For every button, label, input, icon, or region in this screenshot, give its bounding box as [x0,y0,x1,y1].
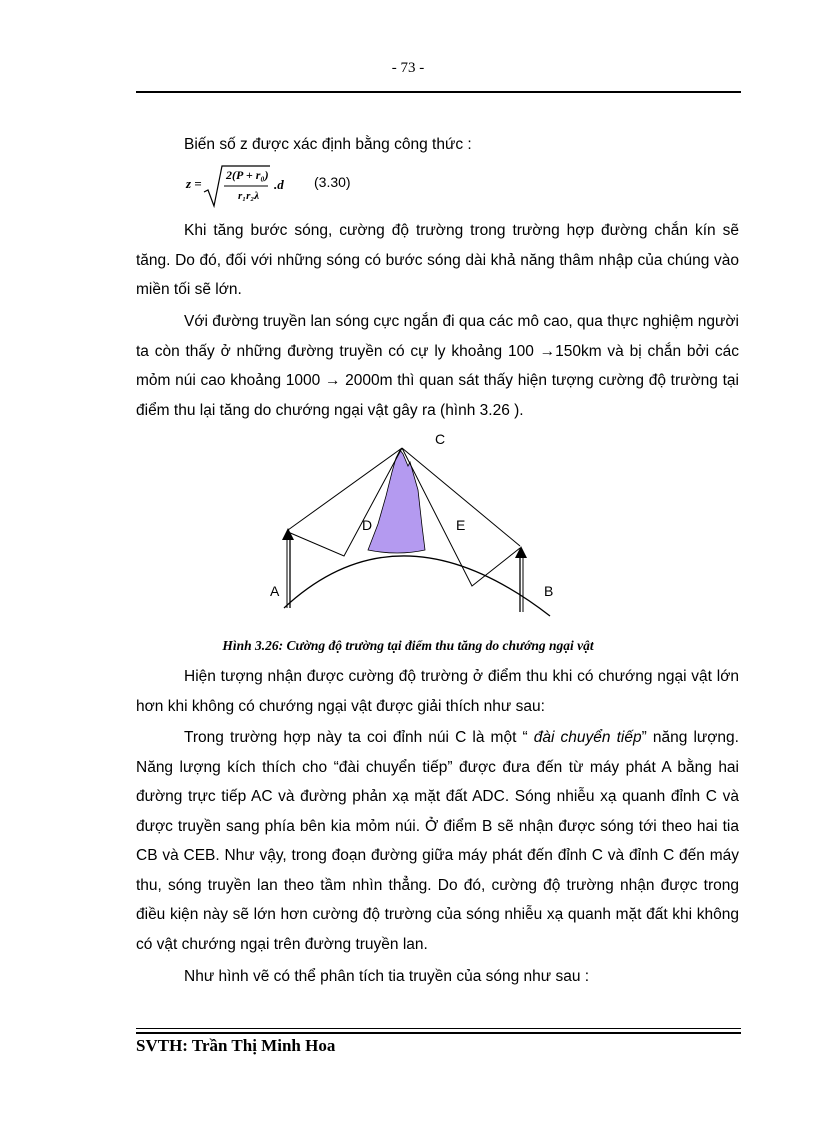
formula-3-30 [186,164,406,208]
intro-text: Biến số z được xác định bằng công thức : [184,136,472,153]
formula-lhs: z = [186,176,202,191]
antenna-b-arrow [515,546,527,558]
footer-author: SVTH: Trần Thị Minh Hoa [136,1036,336,1055]
label-a: A [270,583,280,599]
equation-number: (3.30) [314,174,351,190]
footer-rule-thin [136,1028,741,1029]
formula-denominator: r₁r₂λ [238,190,260,202]
header-rule [136,91,741,93]
p4-text-start: Trong trường hợp này ta coi đỉnh núi C là một “ [184,729,534,746]
paragraph-1: Khi tăng bước sóng, cường độ trường trong trường hợp đường chắn kín sẽ tăng. Do đó, đối với những sóng có bước sóng dài khả năng thâm nhập của chúng vào miền tối sẽ lớn. [136,222,739,298]
footer-rule-thick [136,1032,741,1034]
paragraph-4 [136,723,739,959]
mountain-peak [368,450,425,553]
formula-suffix: .d [274,177,284,192]
page-number: - 73 - [391,60,425,76]
propagation-diagram [260,428,570,628]
label-e: E [456,517,466,533]
p4-italic-term: đài chuyển tiếp [533,729,642,746]
paragraph-3: Hiện tượng nhận được cường độ trường ở điểm thu khi có chướng ngại vật lớn hơn khi không có chướng ngại vật được giải thích như sau: [136,668,739,715]
label-d: D [362,517,373,533]
label-b: B [544,583,554,599]
figure-3-26 [260,428,570,633]
formula-numerator: 2(P + r₀) [226,168,269,182]
ground-curve [284,556,550,616]
label-c: C [435,431,446,447]
p4-text-end: ” năng lượng. Năng lượng kích thích cho “đài chuyển tiếp” được đưa đến từ máy phát A bằng hai đường trực tiếp AC và đường phản xạ mặt đất ADC. Sóng nhiễu xạ quanh đỉnh C và được truyền sang phía bên kia mỏm núi. Ở điểm B sẽ nhận được sóng tới theo hai tia CB và CEB. Như vậy, trong đoạn đường giữa máy phát đến đỉnh C và đỉnh C đến máy thu, sóng truyền lan theo tầm nhìn thẳng. Do đó, cường độ trường nhận được trong điều kiện này sẽ lớn hơn cường độ trường của sóng nhiễu xạ quanh mặt đất khi không có vật chướng ngại trên đường truyền lan. [136,729,739,953]
figure-caption: Hình 3.26: Cường độ trường tại điểm thu tăng do chướng ngại vật [222,638,594,653]
paragraph-2: Với đường truyền lan sóng cực ngắn đi qua các mô cao, qua thực nghiệm người ta còn thấy ở những đường truyền có cự ly khoảng 100 →150km và bị chắn bởi các mỏm núi cao khoảng 1000 → 2000m thì quan sát thấy hiện tượng cường độ trường tại điểm thu lại tăng do chướng ngại vật gây ra (hình 3.26 ). [136,313,739,419]
paragraph-5: Như hình vẽ có thể phân tích tia truyền của sóng như sau : [184,968,590,985]
